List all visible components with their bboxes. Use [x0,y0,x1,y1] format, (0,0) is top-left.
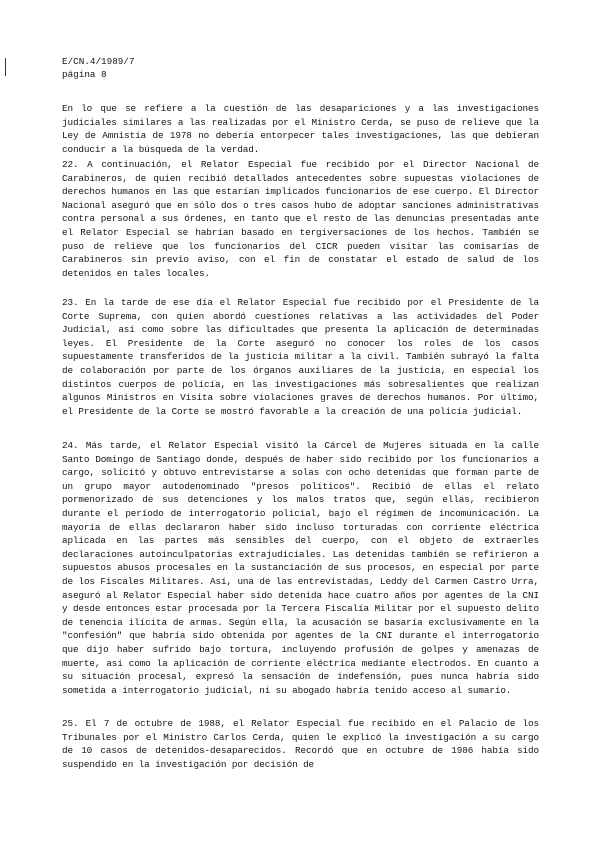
page-header [62,56,135,81]
paragraph-22: 22. A continuación, el Relator Especial fue recibido por el Director Nacional de Carabineros, de quien recibió detallados antecedentes sobre supuestas violaciones de derechos humanos en las que estarían implicados funcionarios de ese cuerpo. El Director Nacional aseguró que en sólo dos o tres casos hubo de adoptar sanciones administrativas contra personal a sus órdenes, en tanto que el resto de las denuncias presentadas ante el Relator Especial se habrían basado en tergiversaciones de los hechos. También se puso de relieve que los funcionarios del CICR pueden visitar las comisarías de Carabineros sin previo aviso, con el fin de constatar el estado de salud de los detenidos en tales locales. [62,159,539,279]
document-symbol: E/CN.4/1989/7 [62,56,135,67]
paragraph-intro: En lo que se refiere a la cuestión de las desapariciones y a las investigaciones judiciales similares a las realizadas por el Ministro Cerda, se puso de relieve que la Ley de Amnistía de 1978 no debería entorpecer tales investigaciones, las que debieran conducir a la búsqueda de la verdad. [62,103,539,155]
margin-mark [5,58,6,76]
paragraph-24: 24. Más tarde, el Relator Especial visitó la Cárcel de Mujeres situada en la calle Santo Domingo de Santiago donde, después de haber sido recibido por los funcionarios a cargo, solicitó y obtuvo entrevistarse a solas con ocho detenidas que forman parte de un grupo mayor autodenominado "presos políticos". Recibió de ellas el relato pormenorizado de sus detenciones y los malos tratos que, según ellas, recibieron durante el período de interrogatorio policial, bajo el régimen de incomunicación. La mayoría de ellas declararon haber sido incluso torturadas con corriente eléctrica aplicada en las partes más sensibles del cuerpo, con el objeto de extraerles declaraciones autoinculpatorias extrajudiciales. Las detenidas también se refirieron a supuestos abusos procesales en la sustanciación de sus procesos, en especial por parte de los Fiscales Militares. Así, una de las entrevistadas, Leddy del Carmen Castro Urra, aseguró al Relator Especial haber sido detenida hace cuatro años por agentes de la CNI y desde entonces estar procesada por la Tercera Fiscalía Militar por el supuesto delito de tenencia ilícita de armas. Según ella, la acusación se basaría exclusivamente en la "confesión" que habría sido obtenida por agentes de la CNI durante el interrogatorio que dijo haber sufrido bajo tortura, incluyendo profusión de golpes y amenazas de muerte, así como la aplicación de corriente eléctrica mediante electrodos. En cuanto a su situación procesal, expresó la sensación de indefensión, pues nunca habría sido sometida a interrogatorio judicial, ni su abogado habría tenido acceso al sumario. [62,440,539,696]
page-number: página 8 [62,68,107,80]
paragraph-25: 25. El 7 de octubre de 1988, el Relator Especial fue recibido en el Palacio de los Tribunales por el Ministro Carlos Cerda, quien le explicó la investigación a su cargo de 10 casos de detenidos-desaparecidos. Recordó que en octubre de 1986 había sido suspendido en la investigación por decisión de [62,718,539,770]
paragraph-23: 23. En la tarde de ese día el Relator Especial fue recibido por el Presidente de la Corte Suprema, con quien abordó cuestiones relativas a las actividades del Poder Judicial, así como sobre las dificultades que presenta la aplicación de determinadas leyes. El Presidente de la Corte aseguró no conocer los roles de los casos supuestamente transferidos de la justicia militar a la civil. También subrayó la falta de colaboración por parte de los órganos auxiliares de la justicia, en especial los distintos cuerpos de policía, en las investigaciones más sobresalientes que realizan algunos Ministros en Visita sobre violaciones graves de derechos humanos. Por último, el Presidente de la Corte se mostró favorable a la creación de una policía judicial. [62,297,539,417]
